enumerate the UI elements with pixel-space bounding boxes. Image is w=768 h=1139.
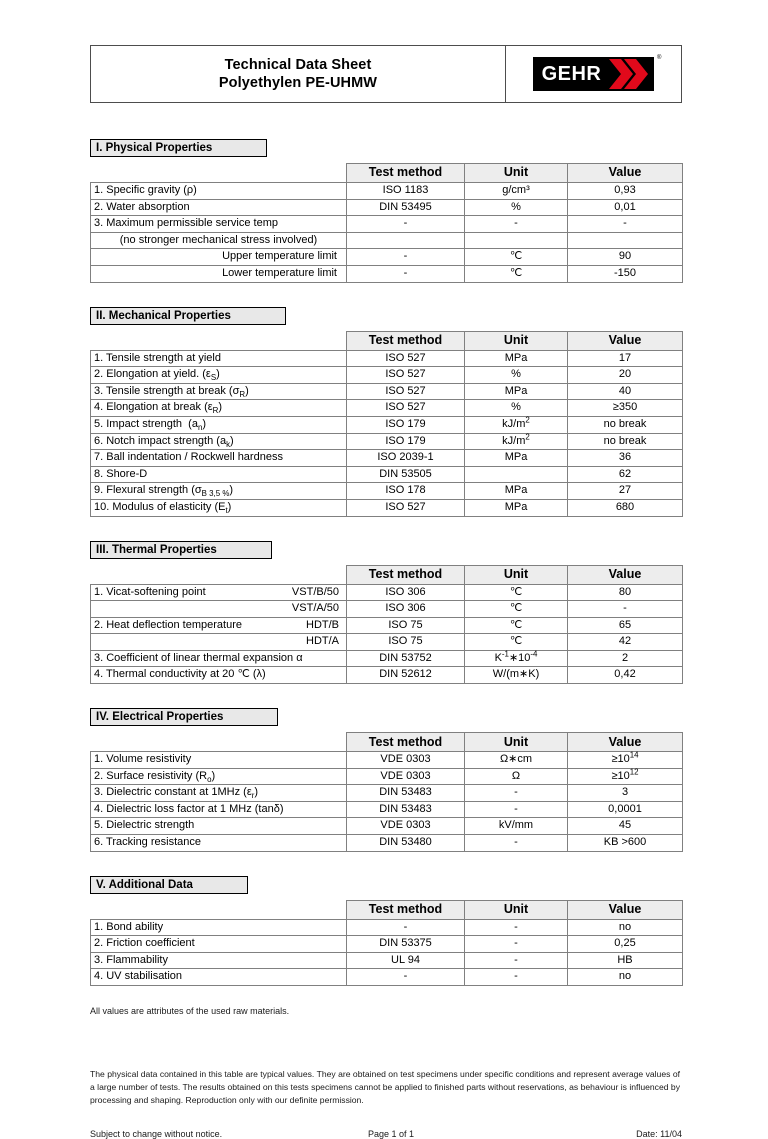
table-header-row [91,164,683,183]
value-cell: no break [568,433,683,450]
value-cell: 0,93 [568,183,683,200]
raw-materials-note: All values are attributes of the used raw materials. [90,1006,290,1016]
table-header-row [91,565,683,584]
registered-trademark-icon: ® [656,55,662,61]
value-cell: HB [568,952,683,969]
section-heading: V. Additional Data [90,876,248,894]
unit-cell: % [465,400,568,417]
properties-table [90,331,683,517]
logo-wordmark-box [533,57,609,91]
unit-cell: MPa [465,499,568,516]
unit-cell: $kJ/m^2$ [465,433,568,450]
unit-cell: Ω∗cm [465,752,568,769]
title-line-1: Technical Data Sheet [224,56,372,73]
property-name-cell: 3. Maximum permissible service temp [91,216,347,233]
table-row [91,499,683,516]
unit-cell: MPa [465,383,568,400]
property-name-cell: 3. Dielectric constant at 1MHz $(\varepsilon_r)$ [91,785,347,802]
value-cell: 0,25 [568,936,683,953]
property-name-cell: 4. UV stabilisation [91,969,347,986]
test-method-cell: - [347,216,465,233]
page-footer [90,1129,682,1139]
test-method-cell: - [347,265,465,282]
header-spacer-cell [91,164,347,183]
column-header-unit: Unit [465,900,568,919]
value-cell: no break [568,416,683,433]
table-row [91,919,683,936]
table-row [91,350,683,367]
table-header-row [91,733,683,752]
test-method-cell: DIN 53495 [347,199,465,216]
section-heading: I. Physical Properties [90,139,267,157]
table-row [91,835,683,852]
header-spacer-cell [91,565,347,584]
column-header-test-method: Test method [347,733,465,752]
property-name-cell: Upper temperature limit [91,249,347,266]
table-row [91,969,683,986]
value-cell: 20 [568,367,683,384]
table-row [91,650,683,667]
footer-page-number: Page 1 of 1 [368,1128,415,1139]
property-name-cell: 1. Volume resistivity [91,752,347,769]
table-row [91,450,683,467]
value-cell: 65 [568,617,683,634]
test-method-cell: ISO 75 [347,634,465,651]
table-row [91,952,683,969]
property-name-cell: 1. Tensile strength at yield [91,350,347,367]
footer-date: Date: 11/04 [636,1128,682,1139]
property-name-cell: 1. Bond ability [91,919,347,936]
property-name-cell: 4. Thermal conductivity at 20 ℃ (λ) [91,667,347,684]
test-method-cell: ISO 527 [347,400,465,417]
unit-cell: % [465,367,568,384]
test-method-cell: VDE 0303 [347,768,465,785]
value-cell: 80 [568,584,683,601]
test-method-cell: - [347,919,465,936]
column-header-unit: Unit [465,565,568,584]
value-cell: 40 [568,383,683,400]
table-row [91,936,683,953]
unit-cell: Ω [465,768,568,785]
test-method-cell: ISO 179 [347,433,465,450]
column-header-value: Value [568,164,683,183]
test-method-cell: - [347,969,465,986]
value-cell: ≥350 [568,400,683,417]
table-row [91,249,683,266]
table-row [91,183,683,200]
sections-container [90,103,682,986]
column-header-unit: Unit [465,331,568,350]
unit-cell: ℃ [465,249,568,266]
value-cell: 45 [568,818,683,835]
property-name-cell: 8. Shore-D [91,466,347,483]
value-cell: no [568,969,683,986]
property-name-cell [91,617,347,634]
unit-cell: $K^{-1}∗10^{-4}$ [465,650,568,667]
test-method-cell: UL 94 [347,952,465,969]
property-name-cell: 10. Modulus of elasticity $(E_t)$ [91,499,347,516]
column-header-test-method: Test method [347,565,465,584]
table-row [91,433,683,450]
property-name-cell: 2. Friction coefficient [91,936,347,953]
value-cell: - [568,216,683,233]
property-name-cell: 2. Elongation at yield. $(\varepsilon_S)$ [91,367,347,384]
table-row [91,416,683,433]
table-row [91,466,683,483]
value-cell: 2 [568,650,683,667]
test-method-cell: - [347,249,465,266]
section-heading: III. Thermal Properties [90,541,272,559]
unit-cell [465,466,568,483]
property-name-cell: 6. Tracking resistance [91,835,347,852]
document-header [90,45,682,103]
table-row [91,199,683,216]
property-name-cell: 1. Specific gravity (ρ) [91,183,347,200]
value-cell: 0,42 [568,667,683,684]
table-header-row [91,900,683,919]
test-method-cell: DIN 53752 [347,650,465,667]
document-title [91,46,506,102]
value-cell: 3 [568,785,683,802]
property-name-cell: 9. Flexural strength $(\sigma_{B 3,5 \%})$ [91,483,347,500]
table-row [91,768,683,785]
table-row [91,785,683,802]
unit-cell [465,232,568,249]
table-row [91,216,683,233]
unit-cell: ℃ [465,617,568,634]
property-name-cell: (no stronger mechanical stress involved) [91,232,347,249]
value-cell: 62 [568,466,683,483]
unit-cell: W/(m∗K) [465,667,568,684]
property-name-cell [91,584,347,601]
properties-table [90,565,683,685]
unit-cell: - [465,936,568,953]
value-cell: -150 [568,265,683,282]
property-test-condition: VST/A/50 [291,602,339,615]
unit-cell: % [465,199,568,216]
property-name-cell: 7. Ball indentation / Rockwell hardness [91,450,347,467]
value-cell: $\ge 10^{14}$ [568,752,683,769]
test-method-cell: ISO 1183 [347,183,465,200]
table-row [91,617,683,634]
property-name-cell: 4. Dielectric loss factor at 1 MHz (tanδ) [91,801,347,818]
table-header-row [91,331,683,350]
value-cell: 90 [568,249,683,266]
value-cell: 0,01 [568,199,683,216]
value-cell: no [568,919,683,936]
table-row [91,232,683,249]
brand-logo [506,46,681,102]
property-label: 1. Vicat-softening point [94,585,206,598]
test-method-cell: DIN 53483 [347,801,465,818]
test-method-cell: ISO 75 [347,617,465,634]
test-method-cell: ISO 527 [347,383,465,400]
test-method-cell: ISO 527 [347,367,465,384]
column-header-test-method: Test method [347,164,465,183]
value-cell: 17 [568,350,683,367]
test-method-cell: DIN 52612 [347,667,465,684]
table-row [91,383,683,400]
property-test-condition: HDT/A [306,635,339,648]
disclaimer-text: The physical data contained in this table are typical values. They are obtained on test specimens under specific conditions and represent average values of a large number of tests. The results obtained on this tests specimens cannot be applied to finished parts without reservations, as behaviour is influenced by processing and shaping. Reproduction only with our definite permission. [90,1069,680,1105]
table-row [91,752,683,769]
test-method-cell: ISO 2039-1 [347,450,465,467]
column-header-unit: Unit [465,164,568,183]
property-name-cell [91,634,347,651]
value-cell: 0,0001 [568,801,683,818]
property-test-condition: HDT/B [306,618,339,631]
property-name-cell: 6. Notch impact strength $(a_k)$ [91,433,347,450]
unit-cell: kV/mm [465,818,568,835]
unit-cell: - [465,785,568,802]
table-row [91,634,683,651]
section-heading: IV. Electrical Properties [90,708,278,726]
test-method-cell: ISO 306 [347,584,465,601]
test-method-cell: DIN 53375 [347,936,465,953]
unit-cell: ℃ [465,584,568,601]
unit-cell: ℃ [465,634,568,651]
column-header-test-method: Test method [347,331,465,350]
property-name-cell: 2. Surface resistivity $(R_o)$ [91,768,347,785]
unit-cell: - [465,919,568,936]
properties-table [90,163,683,283]
unit-cell: MPa [465,350,568,367]
value-cell: 42 [568,634,683,651]
property-name-cell: 4. Elongation at break $(\varepsilon_R)$ [91,400,347,417]
unit-cell: - [465,969,568,986]
unit-cell: ℃ [465,601,568,618]
table-row [91,367,683,384]
unit-cell: - [465,835,568,852]
test-method-cell: VDE 0303 [347,818,465,835]
property-name-cell: Lower temperature limit [91,265,347,282]
test-method-cell: ISO 527 [347,350,465,367]
test-method-cell: ISO 178 [347,483,465,500]
unit-cell: $kJ/m^2$ [465,416,568,433]
unit-cell: - [465,801,568,818]
table-row [91,801,683,818]
column-header-value: Value [568,565,683,584]
test-method-cell: VDE 0303 [347,752,465,769]
table-row [91,584,683,601]
footer-subject-to-change: Subject to change without notice. [90,1128,223,1139]
value-cell: - [568,601,683,618]
property-name-cell: 5. Dielectric strength [91,818,347,835]
test-method-cell: ISO 527 [347,499,465,516]
test-method-cell: ISO 306 [347,601,465,618]
table-row [91,601,683,618]
header-spacer-cell [91,331,347,350]
column-header-value: Value [568,331,683,350]
property-test-condition: VST/B/50 [291,585,339,598]
header-spacer-cell [91,900,347,919]
table-row [91,818,683,835]
test-method-cell [347,232,465,249]
unit-cell: - [465,216,568,233]
table-row [91,400,683,417]
column-header-test-method: Test method [347,900,465,919]
unit-cell: ℃ [465,265,568,282]
column-header-unit: Unit [465,733,568,752]
property-name-cell: 3. Flammability [91,952,347,969]
value-cell: $\ge 10^{12}$ [568,768,683,785]
test-method-cell: DIN 53483 [347,785,465,802]
value-cell [568,232,683,249]
value-cell: 36 [568,450,683,467]
value-cell: KB >600 [568,835,683,852]
property-name-cell: 5. Impact strength $(a_n)$ [91,416,347,433]
property-name-cell: 3. Coefficient of linear thermal expansion α [91,650,347,667]
property-name-cell [91,601,347,618]
column-header-value: Value [568,900,683,919]
unit-cell: g/cm³ [465,183,568,200]
title-line-2: Polyethylen PE-UHMW [218,75,378,91]
property-name-cell: 3. Tensile strength at break $(\sigma_R)$ [91,383,347,400]
table-row [91,265,683,282]
value-cell: 27 [568,483,683,500]
table-row [91,483,683,500]
properties-table [90,900,683,986]
property-label: 2. Heat deflection temperature [94,618,242,631]
test-method-cell: DIN 53480 [347,835,465,852]
column-header-value: Value [568,733,683,752]
document-page [90,0,682,1139]
test-method-cell: DIN 53505 [347,466,465,483]
logo-chevrons-icon [608,57,654,91]
value-cell: 680 [568,499,683,516]
section-heading: II. Mechanical Properties [90,307,286,325]
logo-wordmark: GEHR [541,63,602,85]
test-method-cell: ISO 179 [347,416,465,433]
unit-cell: MPa [465,450,568,467]
property-name-cell: 2. Water absorption [91,199,347,216]
header-spacer-cell [91,733,347,752]
table-row [91,667,683,684]
unit-cell: - [465,952,568,969]
properties-table [90,732,683,852]
unit-cell: MPa [465,483,568,500]
